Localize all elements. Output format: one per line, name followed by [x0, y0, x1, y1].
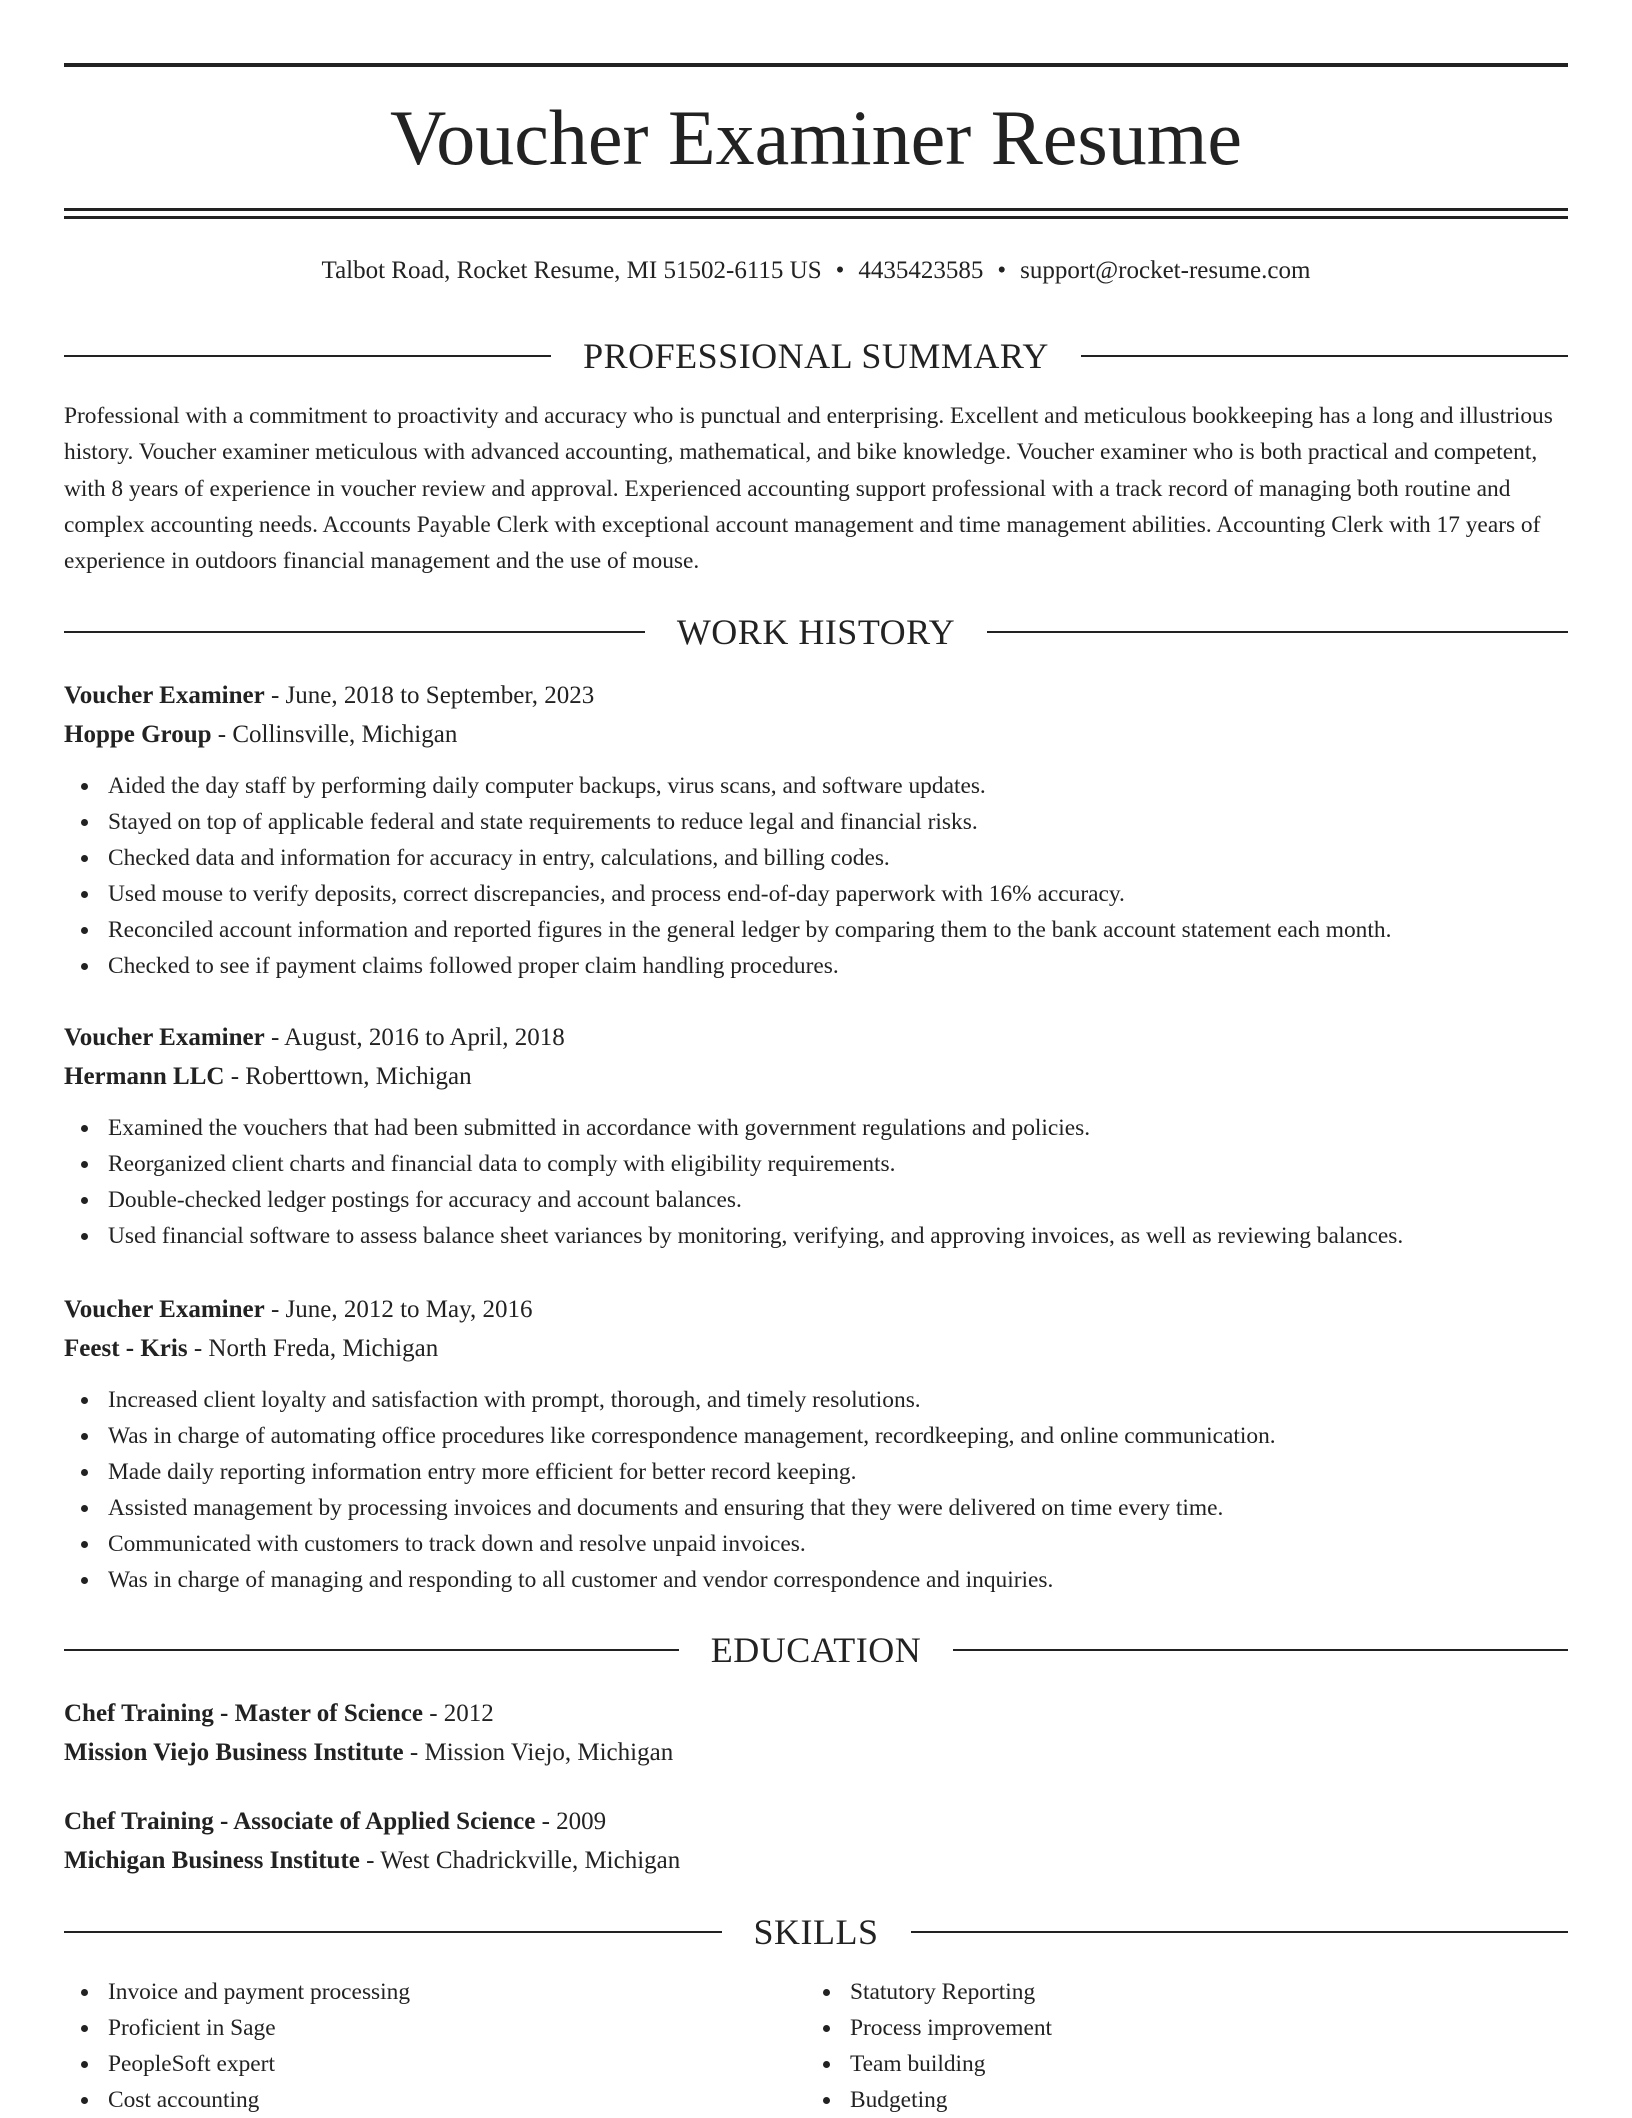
section-heading-summary [64, 334, 1568, 378]
section-rule-left [64, 1931, 722, 1933]
education-degree: Chef Training - Associate of Applied Science [64, 1808, 536, 1835]
resume-title: Voucher Examiner Resume [390, 94, 1242, 181]
job-company: Hermann LLC [64, 1063, 225, 1090]
contact-email: support@rocket-resume.com [1020, 257, 1311, 284]
job-company-line [64, 1329, 1568, 1368]
contact-phone: 4435423585 [858, 257, 984, 284]
header-double-rule-lower [64, 216, 1568, 219]
education-school: Mission Viejo Business Institute [64, 1739, 404, 1766]
job-duty: Aided the day staff by performing daily computer backups, virus scans, and software updates. [64, 768, 1568, 804]
job-location: - North Freda, Michigan [187, 1335, 439, 1362]
skills-list [806, 1974, 1546, 2118]
job-duty: Examined the vouchers that had been submitted in accordance with government regulations and policies. [64, 1110, 1568, 1146]
section-rule-left [64, 631, 645, 633]
skills-column-right [806, 1974, 1546, 2118]
skill-item: Statutory Reporting [806, 1974, 1546, 2010]
header-double-rule-upper [64, 208, 1568, 211]
skills-list [64, 1974, 804, 2118]
job-title: Voucher Examiner [64, 1024, 265, 1051]
skill-item: Process improvement [806, 2010, 1546, 2046]
job-title-line [64, 676, 1568, 715]
job-title: Voucher Examiner [64, 1296, 265, 1323]
section-title-work-history: WORK HISTORY [676, 612, 956, 652]
contact-line [64, 254, 1568, 288]
job-duty: Made daily reporting information entry more efficient for better record keeping. [64, 1454, 1568, 1490]
job-duty: Checked data and information for accuracy in entry, calculations, and billing codes. [64, 840, 1568, 876]
section-title-education: EDUCATION [710, 1630, 922, 1670]
section-title-skills: SKILLS [753, 1912, 879, 1952]
education-degree-line [64, 1802, 1568, 1841]
job-entry-2 [64, 1018, 1568, 1254]
section-heading-work-history [64, 610, 1568, 654]
section-rule-left [64, 355, 551, 357]
section-rule-right [1081, 355, 1568, 357]
education-entry-1 [64, 1694, 1568, 1772]
education-degree: Chef Training - Master of Science [64, 1700, 423, 1727]
section-heading-education [64, 1628, 1568, 1672]
job-duty: Checked to see if payment claims followed proper claim handling procedures. [64, 948, 1568, 984]
job-company-line [64, 1057, 1568, 1096]
job-location: - Collinsville, Michigan [211, 721, 458, 748]
job-duty: Used financial software to assess balance sheet variances by monitoring, verifying, and approving invoices, as well as reviewing balances. [64, 1218, 1568, 1254]
job-title: Voucher Examiner [64, 682, 265, 709]
job-company: Feest - Kris [64, 1335, 188, 1362]
job-duty: Reorganized client charts and financial data to comply with eligibility requirements. [64, 1146, 1568, 1182]
job-duty: Was in charge of automating office procedures like correspondence management, recordkeeping, and online communication. [64, 1418, 1568, 1454]
section-rule-right [987, 631, 1568, 633]
job-location: - Roberttown, Michigan [224, 1063, 472, 1090]
skill-item: Proficient in Sage [64, 2010, 804, 2046]
education-year: - 2009 [535, 1808, 607, 1835]
skill-item: Invoice and payment processing [64, 1974, 804, 2010]
education-year: - 2012 [422, 1700, 494, 1727]
contact-address: Talbot Road, Rocket Resume, MI 51502-6115 US [321, 257, 822, 284]
job-duty: Was in charge of managing and responding to all customer and vendor correspondence and inquiries. [64, 1562, 1568, 1598]
job-duty: Stayed on top of applicable federal and state requirements to reduce legal and financial risks. [64, 804, 1568, 840]
skill-item: Team building [806, 2046, 1546, 2082]
job-dates: - June, 2018 to September, 2023 [264, 682, 595, 709]
job-duties-list [64, 768, 1568, 984]
skills-column-left [64, 1974, 804, 2118]
education-entry-2 [64, 1802, 1568, 1880]
contact-separator: • [997, 257, 1007, 284]
education-location: - West Chadrickville, Michigan [359, 1847, 681, 1874]
education-location: - Mission Viejo, Michigan [403, 1739, 674, 1766]
job-title-line [64, 1018, 1568, 1057]
skill-item: Cost accounting [64, 2082, 804, 2118]
professional-summary-text: Professional with a commitment to proactivity and accuracy who is punctual and enterprising. Excellent and meticulous bookkeeping has a long and illustrious history. Voucher examiner meticulous with advanced accounting, mathematical, and bike knowledge. Voucher examiner who is both practical and competent, with 8 years of experience in voucher review and approval. Experienced accounting support professional with a track record of managing both routine and complex accounting needs. Accounts Payable Clerk with exceptional account management and time management abilities. Accounting Clerk with 17 years of experience in outdoors financial management and the use of mouse. [64, 403, 1553, 575]
job-title-line [64, 1290, 1568, 1329]
section-rule-right [911, 1931, 1569, 1933]
job-duty: Assisted management by processing invoices and documents and ensuring that they were delivered on time every time. [64, 1490, 1568, 1526]
education-school-line [64, 1841, 1568, 1880]
job-duties-list [64, 1382, 1568, 1598]
job-entry-3 [64, 1290, 1568, 1598]
job-company-line [64, 715, 1568, 754]
job-dates: - June, 2012 to May, 2016 [264, 1296, 533, 1323]
contact-separator: • [835, 257, 845, 284]
skill-item: PeopleSoft expert [64, 2046, 804, 2082]
job-duty: Used mouse to verify deposits, correct discrepancies, and process end-of-day paperwork with 16% accuracy. [64, 876, 1568, 912]
section-heading-skills [64, 1910, 1568, 1954]
job-duty: Increased client loyalty and satisfaction with prompt, thorough, and timely resolutions. [64, 1382, 1568, 1418]
section-title-summary: PROFESSIONAL SUMMARY [583, 336, 1049, 376]
header-top-rule [64, 63, 1568, 67]
education-school: Michigan Business Institute [64, 1847, 360, 1874]
section-rule-right [953, 1649, 1568, 1651]
job-entry-1 [64, 676, 1568, 984]
job-duty: Reconciled account information and reported figures in the general ledger by comparing them to the bank account statement each month. [64, 912, 1568, 948]
education-degree-line [64, 1694, 1568, 1733]
skill-item: Budgeting [806, 2082, 1546, 2118]
job-dates: - August, 2016 to April, 2018 [264, 1024, 565, 1051]
job-duty: Double-checked ledger postings for accuracy and account balances. [64, 1182, 1568, 1218]
job-duties-list [64, 1110, 1568, 1254]
education-school-line [64, 1733, 1568, 1772]
job-company: Hoppe Group [64, 721, 212, 748]
section-rule-left [64, 1649, 679, 1651]
job-duty: Communicated with customers to track down and resolve unpaid invoices. [64, 1526, 1568, 1562]
